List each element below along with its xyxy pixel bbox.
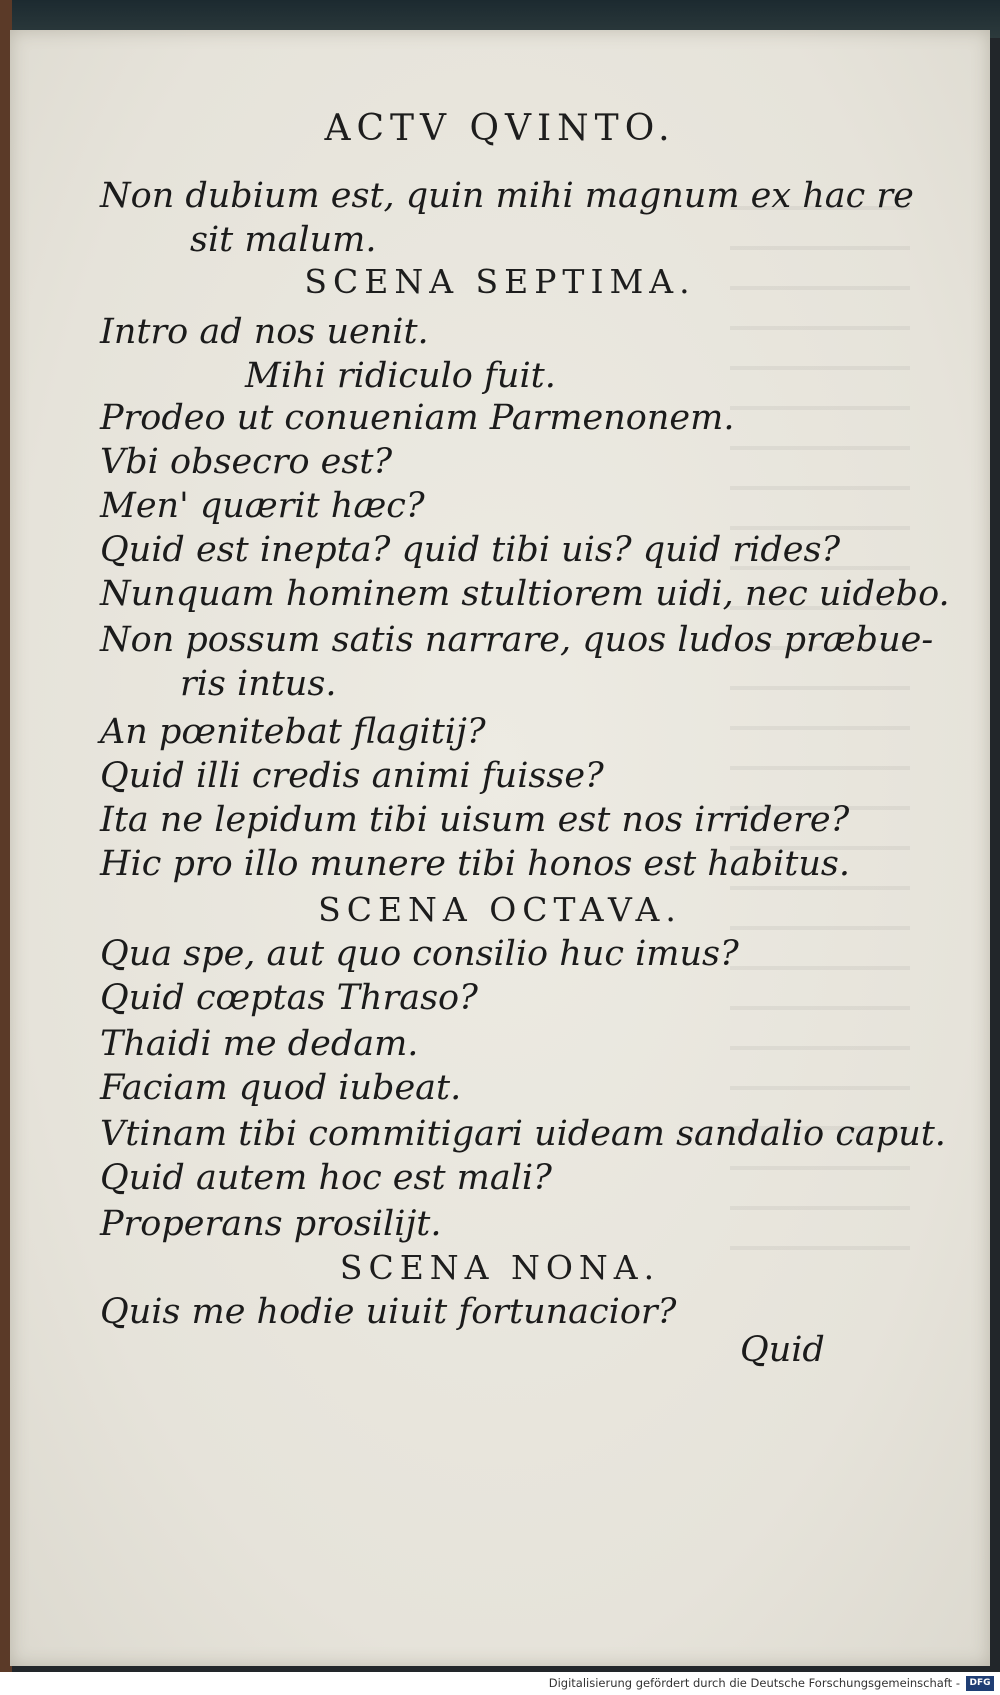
text-line: Ita ne lepidum tibi uisum est nos irridere? — [100, 800, 850, 840]
text-line: Hic pro illo munere tibi honos est habitus. — [100, 844, 850, 884]
footer-credit: Digitalisierung gefördert durch die Deutsche Forschungsgemeinschaft - — [548, 1676, 960, 1690]
text-line: Quid cœptas Thraso? — [100, 978, 478, 1018]
text-line: sit malum. — [190, 220, 377, 260]
scene-heading: SCENA NONA. — [339, 1248, 661, 1287]
text-line: Non dubium est, quin mihi magnum ex hac re — [100, 176, 914, 216]
text-line: Intro ad nos uenit. — [100, 312, 429, 352]
text-line: Prodeo ut conueniam Parmenonem. — [100, 398, 735, 438]
text-line: Vbi obsecro est? — [100, 442, 393, 482]
text-line: Quid autem hoc est mali? — [100, 1158, 552, 1198]
running-head: ACTV QVINTO. — [324, 108, 676, 149]
text-line: Quid est inepta? quid tibi uis? quid rides? — [100, 530, 841, 570]
text-line: Vtinam tibi commitigari uideam sandalio caput. — [100, 1114, 946, 1154]
text-line: Mihi ridiculo fuit. — [245, 356, 556, 396]
text-line: Quid illi credis animi fuisse? — [100, 756, 604, 796]
text-line: Properans prosilijt. — [100, 1204, 442, 1244]
scene-heading: SCENA OCTAVA. — [318, 890, 682, 929]
text-line: Nunquam hominem stultiorem uidi, nec uidebo. — [100, 574, 950, 614]
digitization-footer — [0, 1672, 1000, 1695]
text-line: Men' quærit hæc? — [100, 486, 425, 526]
dfg-logo: DFG — [966, 1676, 994, 1691]
text-line: Faciam quod iubeat. — [100, 1068, 462, 1108]
catchword: Quid — [740, 1330, 825, 1370]
text-line: Non possum satis narrare, quos ludos præbue- — [100, 620, 934, 660]
text-line: ris intus. — [180, 664, 337, 704]
text-line: Qua spe, aut quo consilio huc imus? — [100, 934, 739, 974]
text-line: An pœnitebat flagitij? — [100, 712, 486, 752]
scene-heading: SCENA SEPTIMA. — [304, 262, 696, 301]
text-line: Quis me hodie uiuit fortunacior? — [100, 1292, 677, 1332]
text-line: Thaidi me dedam. — [100, 1024, 419, 1064]
show-through-text — [730, 170, 910, 1270]
